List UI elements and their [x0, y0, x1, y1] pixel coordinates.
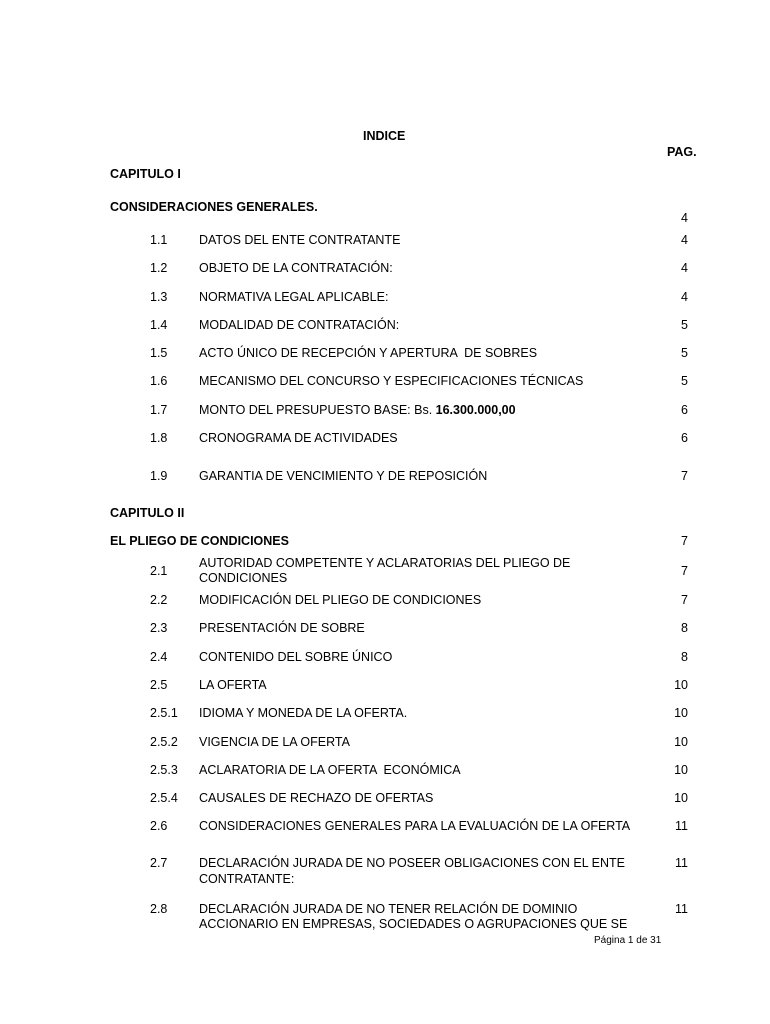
item-page: 7	[681, 469, 688, 483]
item-number: 2.8	[150, 902, 168, 916]
item-page: 7	[681, 564, 688, 578]
item-number: 2.3	[150, 621, 168, 635]
item-page: 11	[675, 819, 688, 833]
item-title: CAUSALES DE RECHAZO DE OFERTAS	[199, 791, 434, 805]
item-page: 8	[681, 621, 688, 635]
item-number: 2.5.4	[150, 791, 178, 805]
item-number: 1.3	[150, 290, 168, 304]
chapter-1-heading: CAPITULO I	[110, 167, 181, 181]
item-title: DECLARACIÓN JURADA DE NO TENER RELACIÓN DE DOMINIO	[199, 902, 578, 916]
item-title: VIGENCIA DE LA OFERTA	[199, 735, 350, 749]
item-number: 2.5	[150, 678, 168, 692]
item-title: DATOS DEL ENTE CONTRATANTE	[199, 233, 401, 247]
item-title: ACTO ÚNICO DE RECEPCIÓN Y APERTURA DE SOBRES	[199, 346, 538, 360]
item-title: IDIOMA Y MONEDA DE LA OFERTA.	[199, 706, 408, 720]
item-title	[199, 403, 516, 417]
item-page: 6	[681, 431, 688, 445]
item-page: 5	[681, 374, 688, 388]
item-page: 4	[681, 233, 688, 247]
item-page: 10	[674, 735, 688, 749]
item-page: 11	[675, 856, 688, 870]
item-number: 2.1	[150, 564, 168, 578]
item-title-line2: CONTRATANTE:	[199, 872, 295, 886]
item-title: CRONOGRAMA DE ACTIVIDADES	[199, 431, 398, 445]
item-number: 1.7	[150, 403, 168, 417]
item-title: AUTORIDAD COMPETENTE Y ACLARATORIAS DEL PLIEGO DE	[199, 556, 571, 570]
item-page: 4	[681, 290, 688, 304]
item-title: LA OFERTA	[199, 678, 267, 692]
item-page: 10	[674, 763, 688, 777]
chapter-2-subheading: EL PLIEGO DE CONDICIONES	[110, 534, 289, 548]
item-title: MODALIDAD DE CONTRATACIÓN:	[199, 318, 400, 332]
item-page: 6	[681, 403, 688, 417]
page-column-header: PAG.	[667, 145, 697, 159]
item-page: 11	[675, 902, 688, 916]
item-title-line2: CONDICIONES	[199, 571, 288, 585]
item-number: 1.4	[150, 318, 168, 332]
item-number: 1.1	[150, 233, 168, 247]
item-title: MECANISMO DEL CONCURSO Y ESPECIFICACIONES TÉCNICAS	[199, 374, 584, 388]
item-page: 5	[681, 318, 688, 332]
item-title-text: MONTO DEL PRESUPUESTO BASE: Bs.	[199, 403, 436, 417]
item-title: OBJETO DE LA CONTRATACIÓN:	[199, 261, 393, 275]
item-number: 1.6	[150, 374, 168, 388]
item-page: 10	[674, 791, 688, 805]
item-page: 10	[674, 678, 688, 692]
item-number: 1.5	[150, 346, 168, 360]
item-title-line2: ACCIONARIO EN EMPRESAS, SOCIEDADES O AGRUPACIONES QUE SE	[199, 917, 628, 931]
budget-amount: 16.300.000,00	[435, 403, 516, 417]
chapter-1-subheading: CONSIDERACIONES GENERALES.	[110, 200, 318, 214]
item-number: 1.2	[150, 261, 168, 275]
item-title: ACLARATORIA DE LA OFERTA ECONÓMICA	[199, 763, 461, 777]
item-number: 2.7	[150, 856, 168, 870]
item-number: 1.9	[150, 469, 168, 483]
item-title: DECLARACIÓN JURADA DE NO POSEER OBLIGACIONES CON EL ENTE	[199, 856, 626, 870]
chapter-1-page: 4	[681, 211, 688, 225]
chapter-2-page: 7	[681, 534, 688, 548]
item-page: 5	[681, 346, 688, 360]
item-number: 1.8	[150, 431, 168, 445]
page-footer: Página 1 de 31	[594, 935, 662, 946]
index-title: INDICE	[363, 129, 406, 143]
item-number: 2.6	[150, 819, 168, 833]
item-number: 2.2	[150, 593, 168, 607]
item-page: 7	[681, 593, 688, 607]
item-title: PRESENTACIÓN DE SOBRE	[199, 621, 365, 635]
item-title: CONTENIDO DEL SOBRE ÚNICO	[199, 650, 393, 664]
item-page: 8	[681, 650, 688, 664]
item-page: 10	[674, 706, 688, 720]
item-page: 4	[681, 261, 688, 275]
item-title: NORMATIVA LEGAL APLICABLE:	[199, 290, 389, 304]
item-number: 2.5.3	[150, 763, 178, 777]
item-title: MODIFICACIÓN DEL PLIEGO DE CONDICIONES	[199, 593, 482, 607]
item-number: 2.4	[150, 650, 168, 664]
item-number: 2.5.1	[150, 706, 178, 720]
item-title: CONSIDERACIONES GENERALES PARA LA EVALUACIÓN DE LA OFERTA	[199, 819, 631, 833]
item-number: 2.5.2	[150, 735, 178, 749]
chapter-2-heading: CAPITULO II	[110, 506, 185, 520]
item-title: GARANTIA DE VENCIMIENTO Y DE REPOSICIÓN	[199, 469, 488, 483]
